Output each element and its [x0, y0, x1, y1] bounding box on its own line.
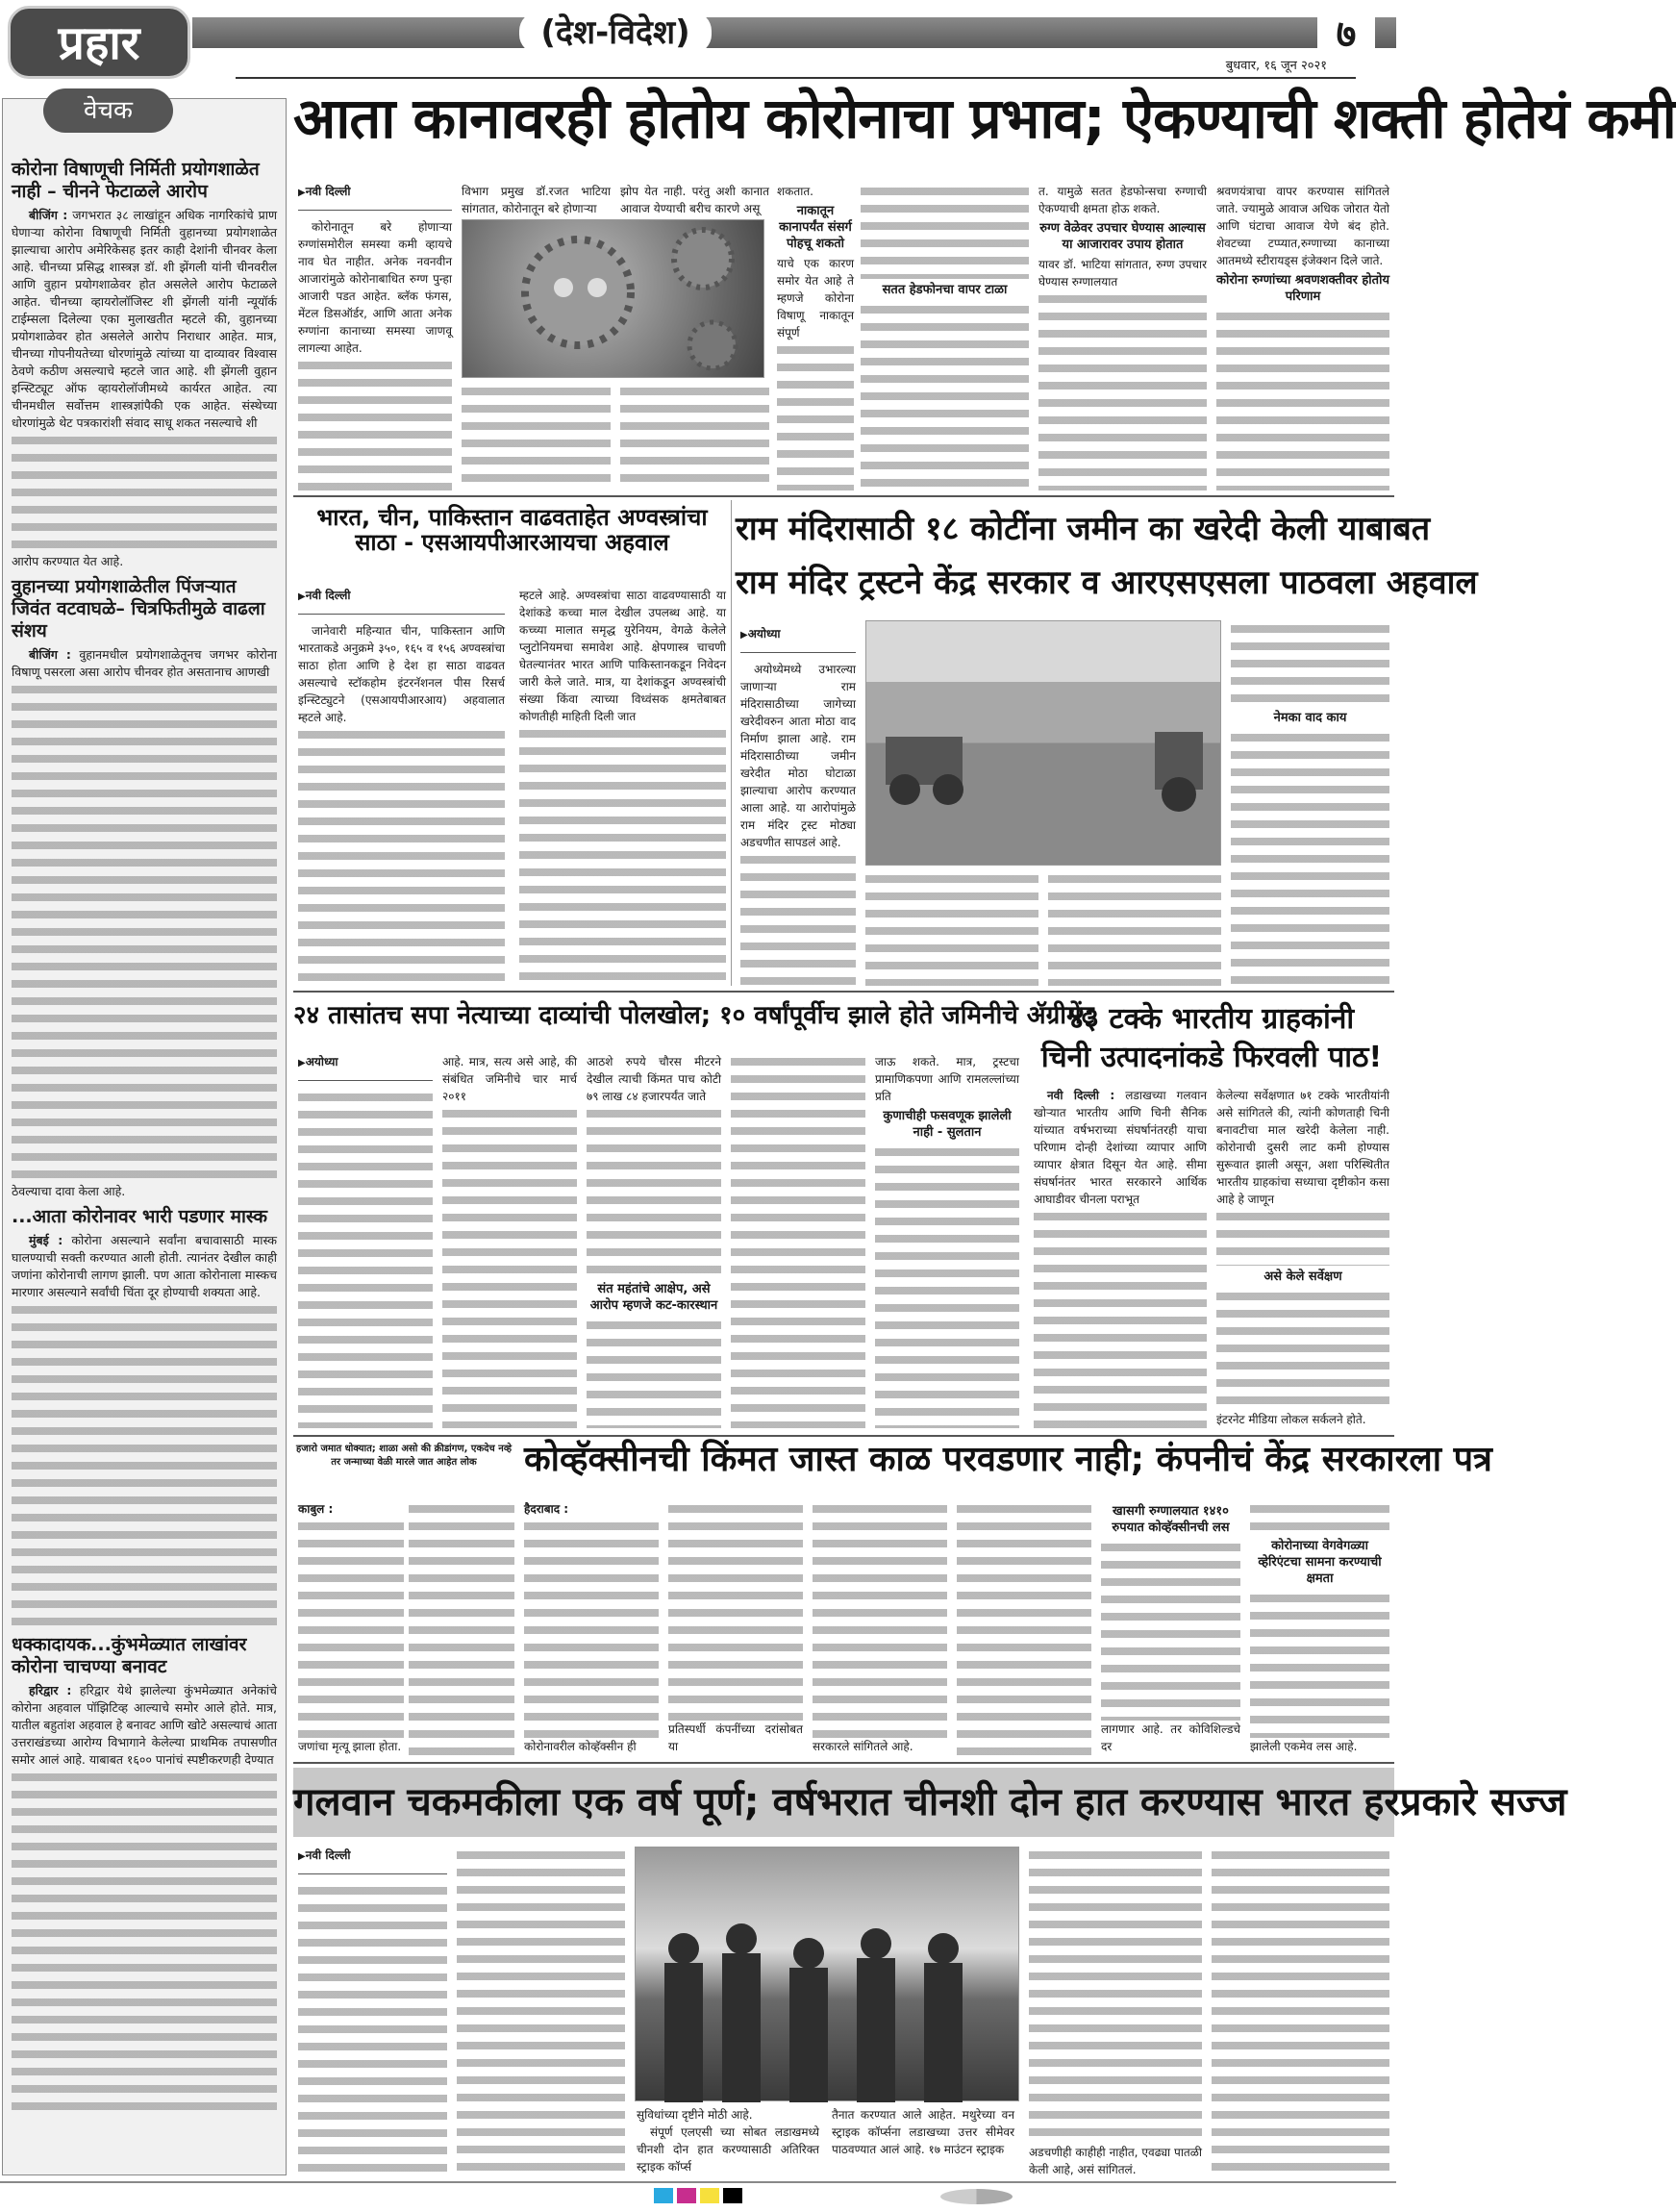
text-block	[1029, 1847, 1202, 2144]
text-block	[740, 851, 856, 986]
text-block	[1212, 1847, 1389, 2178]
headline-line: साठा - एसआयपीआरआयचा अहवाल	[355, 529, 669, 557]
brief-story	[12, 1206, 277, 1628]
lead-column	[620, 183, 769, 217]
text-block	[298, 726, 505, 981]
boycott-headline	[1029, 1000, 1394, 1077]
yellow-swatch	[700, 2188, 719, 2203]
subheading: कुणाचीही फसवणूक झालेली नाही - सुलतान	[883, 1109, 1012, 1140]
text-block	[1216, 1288, 1389, 1411]
brief-text: कोरोना असल्याने सर्वांना बचावासाठी मास्क घालण्याची सक्ती करण्यात आली होती. त्यानंतर देखील काही जणांना कोरोनाची लागण झाली. पण आता कोरोनाला मास्कच मारणार असल्याने सर्वांची चिंता दूर होण्याची शक्यता आहे.	[12, 1233, 277, 1299]
lead-column	[777, 183, 854, 490]
sp-text: जाऊ शकते. मात्र, ट्रस्टचा प्रामाणिकपणा आणि रामलल्लांच्या प्रति	[875, 1055, 1019, 1103]
section-title: (देश-विदेश)	[519, 12, 712, 54]
text-block	[462, 383, 611, 490]
footer-rule	[0, 2181, 1396, 2183]
brief-dateline: मुंबई :	[29, 1233, 63, 1247]
text-block	[668, 1500, 803, 1721]
sp-column	[298, 1053, 433, 1428]
subheading: नेमका वाद काय	[1273, 711, 1347, 725]
covaxin-column	[957, 1500, 1091, 1755]
ram-mandir-column	[740, 625, 856, 986]
text-block	[957, 1500, 1091, 1755]
sidebar-title: वेचक	[43, 88, 173, 133]
masthead-divider	[236, 77, 1356, 79]
subheading: कोरोना रुग्णांच्या श्रवणशक्तीवर होतोय परिणाम	[1216, 273, 1389, 304]
brief-headline: धक्कादायक...कुंभमेळ्यात लाखांवर कोरोना चाचण्या बनावट	[12, 1634, 247, 1677]
subheading: असे केले सर्वेक्षण	[1263, 1269, 1342, 1284]
subheading: कोरोनाच्या वेगवेगळ्या व्हेरिएंटचा सामना करण्याची क्षमता	[1258, 1539, 1382, 1586]
text-block	[1231, 620, 1389, 707]
photo-caption: सुविधांच्या दृष्टीने मोठी आहे.	[637, 2108, 753, 2122]
sp-text: आठशे रुपये चौरस मीटरने देखील त्याची किंमत पाच कोटी ७९ लाख ८४ हजारपर्यंत जाते	[587, 1055, 721, 1103]
text-block	[875, 1144, 1019, 1428]
text-block	[12, 681, 277, 1183]
sp-leader-headline: २४ तासांतच सपा नेत्याच्या दाव्यांची पोलखोल; १० वर्षांपूर्वीच झाले होते जमिनीचे ॲग्रीमेंट	[293, 1001, 1094, 1030]
lead-column	[1038, 183, 1207, 490]
brief-story	[12, 159, 277, 570]
text-block	[1231, 729, 1389, 986]
ram-mandir-column	[1048, 870, 1221, 986]
brief-end: आरोप करण्यात येत आहे.	[12, 554, 124, 568]
sp-text: आहे. मात्र, सत्य असे आहे, की संबंधित जमिनीचे चार मार्च २०११	[442, 1055, 577, 1103]
text-block	[298, 1518, 404, 1738]
subheading: खासगी रुग्णालयात १४१० रुपयात कोव्हॅक्सीनची लस	[1112, 1504, 1230, 1535]
virus-illustration	[463, 220, 765, 379]
covaxin-text: झालेली एकमेव लस आहे.	[1250, 1740, 1358, 1753]
galwan-text: संपूर्ण एलएसी च्या सोबत लडाखमध्ये चीनशी दोन हात करण्यासाठी अतिरिक्त स्ट्राइक कॉर्प्स	[637, 2125, 819, 2174]
kabul-headline: हजारो जमात धोक्यात; शाळा असो की क्रीडांगण, एकदेच नव्हे तर जन्माच्या वेळी मारले जात आहेत लोक	[295, 1444, 513, 1468]
headline-line: राम मंदिरासाठी १८ कोटींना जमीन का खरेदी केली याबाबत	[736, 510, 1431, 548]
masthead-band	[192, 17, 1396, 48]
text-block	[1034, 1208, 1207, 1428]
ram-mandir-headline	[736, 502, 1478, 610]
brief-text: जगभरात ३८ लाखांहून अधिक नागरिकांचे प्राण घेणाऱ्या कोरोना विषाणूची निर्मिती वुहानच्या प्रयोगशाळेत झाल्याचा आरोप अमेरिकेसह इतर काही देशांनी चीनवर केला आहे. चीनच्या प्रसिद्ध शास्त्रज्ञ डॉ. शी झेंगली यांनी चीनवरील आणि वुहान प्रयोगशाळेवर होत असलेले आरोप फेटाळले आहेत. चीनच्या व्हायरोलॉजिस्ट शी झेंगली यांनी न्यूयॉर्क टाईम्सला दिलेल्या एका मुलाखतीत म्हटले की, वुहानच्या प्रयोगशाळेवर होत असलेले आरोप निराधार आहेत. मात्र, चीनच्या गोपनीयतेच्या धोरणांमुळे त्यांच्या या दाव्यावर विश्वास ठेवणे कठीण असल्याचे म्हटले जात आहे. शी झेंगली वुहान इन्स्टिट्यूट ऑफ व्हायरोलॉजीमध्ये कार्यरत आहेत. त्या चीनमधील सर्वोत्तम शास्त्रज्ञांपैकी एक आहेत. संस्थेच्या धोरणांमुळे थेट पत्रकारांशी संवाद साधू शकत नसल्याचे शी	[12, 208, 277, 430]
covaxin-column	[524, 1500, 659, 1755]
covaxin-text: प्रतिस्पर्धी कंपनींच्या दरांसोबत या	[668, 1722, 803, 1753]
text-block	[777, 341, 854, 490]
brief-headline: ...आता कोरोनावर भारी पडणार मास्क	[12, 1206, 267, 1227]
registration-mark	[940, 2189, 1013, 2204]
sp-column	[587, 1053, 721, 1428]
construction-site-photo	[865, 620, 1221, 866]
boycott-text: लडाखच्या गलवान खोऱ्यात भारतीय आणि चिनी सैनिक यांच्यात वर्षभराच्या संघर्षानंतरही याचा परिणाम दोन्ही देशांच्या व्यापार आणि व्यापार क्षेत्रात दिसून येत आहे. सीमा संघर्षानंतर भारत सरकारने आर्थिक आघाडीवर चीनला पराभूत	[1034, 1089, 1207, 1206]
text-block	[620, 383, 769, 490]
nukes-text: म्हटले आहे. अण्वस्त्रांचा साठा वाढवण्यासाठी या देशांकडे कच्चा माल देखील उपलब्ध आहे. या कच्च्या मालात समृद्ध युरेनियम, वेगळे केलेले प्लुटोनियमचा समावेश आहे. क्षेपणास्त्र चाचणी घेतल्यानंतर भारत आणि पाकिस्तानकडून निवेदन जारी केले जाते. मात्र, या देशांकडून अण्वस्त्रांची संख्या किंवा त्याच्या विध्वंसक क्षमतेबाबत कोणतीही माहिती दिली जात	[519, 589, 726, 723]
covaxin-column	[813, 1500, 947, 1755]
ram-mandir-column	[1231, 620, 1389, 986]
lead-column	[462, 183, 611, 217]
lead-column	[462, 383, 611, 490]
headline-line: ४३ टक्के भारतीय ग्राहकांनी	[1068, 1002, 1355, 1036]
text-block	[1038, 290, 1207, 490]
lead-text: श्रवणयंत्राचा वापर करण्यास सांगितले जाते. ज्यामुळे आवाज अधिक जोरात येतो आणि घंटाचा आवाज येणे बंद होते. शेवटच्या टप्प्यात,रुग्णाच्या कानाच्या आतमध्ये स्टीरायड्स इंजेक्शन दिले जाते.	[1216, 185, 1389, 267]
text-block	[1216, 1208, 1389, 1266]
dateline: ▶ अयोध्या	[740, 625, 856, 653]
subheading: सतत हेडफोनचा वापर टाळा	[882, 283, 1008, 297]
column-divider	[731, 500, 732, 986]
sp-column	[442, 1053, 577, 1428]
text-block	[731, 1053, 865, 1428]
boycott-text	[1034, 1087, 1207, 1208]
text-block	[12, 1301, 277, 1628]
subheading: रुग्ण वेळेवर उपचार घेण्यास आल्यास या आजारावर उपाय होतात	[1039, 221, 1206, 252]
subheading: संत महंतांचे आक्षेप, असे आरोप म्हणजे कट-कारस्थान	[589, 1282, 718, 1313]
galwan-headline: गलवान चकमकीला एक वर्ष पूर्ण; वर्षभरात चीनशी दोन हात करण्यास भारत हरप्रकारे सज्ज	[293, 1768, 1394, 1837]
covaxin-column	[1250, 1500, 1389, 1755]
section-divider	[293, 1435, 1394, 1437]
sp-column	[875, 1053, 1019, 1428]
galwan-column	[298, 1847, 447, 2178]
text-block	[298, 1089, 433, 1428]
brief-dateline: बीजिंग :	[29, 208, 68, 222]
newspaper-logo: प्रहार	[8, 6, 190, 79]
boycott-text: इंटरनेट मीडिया लोकल सर्कलने होते.	[1216, 1413, 1366, 1426]
lead-column	[861, 183, 1029, 490]
text-block	[861, 183, 1029, 279]
galwan-column	[1029, 1847, 1202, 2178]
dateline: ▶ नवी दिल्ली	[298, 183, 452, 211]
galwan-text: तैनात करण्यात आले आहेत. मथुरेच्या वन स्ट्राइक कॉर्प्सना लडाखच्या उत्तर सीमेवर पाठवण्यात आलं आहे. १७ माउंटन स्ट्राइक	[832, 2108, 1014, 2156]
bulldozer-illustration	[866, 621, 1222, 867]
text-block	[519, 725, 726, 981]
text-block	[587, 1105, 721, 1278]
sidebar-briefs	[2, 98, 287, 2175]
boycott-column	[1034, 1087, 1207, 1428]
brief-body	[12, 1682, 277, 1769]
text-block	[12, 1769, 277, 2115]
kabul-column	[298, 1500, 404, 1755]
text-block	[1216, 308, 1389, 490]
ram-mandir-text: अयोध्येमध्ये उभारल्या जाणाऱ्या राम मंदिरासाठीच्या जागेच्या खरेदीवरुन आता मोठा वाद निर्माण झाला आहे. राम मंदिरासाठीच्या जमीन खरेदीत मोठा घोटाळा झाल्याचा आरोप करण्यात आला आहे. या आरोपांमुळे राम मंदिर ट्रस्ट मोठ्या अडचणीत सापडलं आहे.	[740, 663, 856, 849]
headline-line: भारत, चीन, पाकिस्तान वाढवताहेत अण्वस्त्रांचा	[316, 504, 708, 531]
boycott-column	[1216, 1087, 1389, 1428]
nukes-column	[298, 587, 505, 981]
text-block	[1101, 1539, 1240, 1721]
galwan-column	[637, 2106, 819, 2183]
text-block	[298, 357, 452, 490]
brief-dateline: हरिद्वार :	[29, 1683, 72, 1697]
section-divider	[293, 495, 1394, 497]
text-block	[457, 1847, 625, 2178]
lead-column	[1216, 183, 1389, 490]
galwan-column	[832, 2106, 1014, 2183]
sp-column	[731, 1053, 865, 1428]
cyan-swatch	[654, 2188, 673, 2203]
brief-dateline: बीजिंग :	[29, 647, 71, 662]
lead-headline: आता कानावरही होतोय कोरोनाचा प्रभाव; ऐकण्याची शक्ती होतेयं कमी	[293, 86, 1676, 151]
text-block	[409, 1500, 514, 1755]
kabul-text: जणांचा मृत्यू झाला होता.	[298, 1740, 402, 1753]
subheading: नाकातून कानापर्यंत संसर्ग पोहचू शकतो	[779, 204, 852, 251]
brief-headline: कोरोना विषाणूची निर्मिती प्रयोगशाळेत नाही – चीनने फेटाळले आरोप	[12, 159, 260, 202]
black-swatch	[723, 2188, 742, 2203]
brief-headline: वुहानच्या प्रयोगशाळेतील पिंजऱ्यात जिवंत वटवाघळे– चित्रफितीमुळे वाढला संशय	[12, 576, 265, 641]
lead-text: याचे एक कारण समोर येत आहे ते म्हणजे कोरोना विषाणू नाकातून संपूर्ण	[777, 257, 854, 339]
brief-end: ठेवल्याचा दावा केला आहे.	[12, 1184, 126, 1198]
galwan-text: अडचणीही काहीही नाहीत, एवढ्या पातळी केली आहे, असं सांगितलं.	[1029, 2146, 1202, 2176]
text-block	[298, 1882, 447, 2178]
brief-text: वुहानमधील प्रयोगशाळेतूनच जगभर कोरोना विषाणू पसरला असा आरोप चीनवर होत असतानाच आणखी	[12, 647, 277, 679]
text-block	[1250, 1500, 1389, 1535]
issue-date: बुधवार, १६ जून २०२१	[1225, 59, 1327, 73]
brief-body	[12, 207, 277, 432]
text-block	[861, 301, 1029, 490]
kabul-column	[409, 1500, 514, 1755]
text-block	[1250, 1590, 1389, 1738]
page-number: ७	[1317, 12, 1375, 58]
headline-line: राम मंदिर ट्रस्टने केंद्र सरकार व आरएसएसला पाठवला अहवाल	[736, 564, 1478, 602]
dateline: ▶ अयोध्या	[298, 1053, 433, 1081]
covaxin-text: सरकारले सांगितले आहे.	[813, 1740, 913, 1753]
coronavirus-photo	[462, 219, 764, 378]
brief-story	[12, 1634, 277, 2115]
lead-text: विभाग प्रमुख डॉ.रजत भाटिया सांगतात, कोरोनातून बरे होणाऱ्या	[462, 185, 611, 215]
lead-column	[620, 383, 769, 490]
magenta-swatch	[677, 2188, 696, 2203]
text-block	[1048, 870, 1221, 986]
nukes-headline	[293, 505, 731, 556]
text-block	[587, 1317, 721, 1428]
headline-line: चिनी उत्पादनांकडे फिरवली पाठ!	[1040, 1041, 1383, 1074]
dateline: काबुल :	[298, 1502, 334, 1516]
lead-column	[298, 183, 452, 490]
soldiers-illustration	[636, 1848, 1020, 2102]
brief-body	[12, 1232, 277, 1301]
brief-body	[12, 646, 277, 681]
boycott-text: केलेल्या सर्वेक्षणात ७१ टक्के भारतीयांनी असे सांगितले की, त्यांनी कोणताही चिनी बनावटीचा माल खरेदी केलेला नाही. कोरोनाची दुसरी लाट कमी होण्यास सुरूवात झाली असून, अशा परिस्थितीत भारतीय ग्राहकांचा सध्याचा दृष्टीकोन कसा आहे हे जाणून	[1216, 1089, 1389, 1206]
dateline: ▶ नवी दिल्ली	[298, 1847, 447, 1874]
lead-text: त. यामुळे सतत हेडफोन्सचा रुग्णाची ऐकण्याची क्षमता होऊ शकते.	[1038, 185, 1207, 215]
text-block	[865, 870, 1038, 986]
covaxin-column	[668, 1500, 803, 1755]
lead-text: झोप येत नाही. परंतु अशी कानात आवाज येण्याची बरीच कारणे असू	[620, 185, 769, 215]
ram-mandir-column	[865, 870, 1038, 986]
galwan-column	[457, 1847, 625, 2178]
lead-text: यावर डॉ. भाटिया सांगतात, रुग्ण उपचार घेण्यास रुग्णालयात	[1038, 258, 1207, 289]
nukes-text: जानेवारी महिन्यात चीन, पाकिस्तान आणि भारताकडे अनुक्रमे ३५०, १६५ व १५६ अण्वस्त्रांचा साठा होता आणि हे देश हा साठा वाढवत असल्याचे स्टॉकहोम इंटरनॅशनल पीस रिसर्च इन्स्टिट्युटने (एसआयपीआरआय) अहवालात म्हटले आहे.	[298, 624, 505, 724]
covaxin-headline: कोव्हॅक्सीनची किंमत जास्त काळ परवडणार नाही; कंपनीचं केंद्र सरकारला पत्र	[524, 1440, 1492, 1479]
brief-story	[12, 576, 277, 1200]
lead-text: कोरोनातून बरे होणाऱ्या रुग्णांसमोरील समस्या कमी व्हायचे नाव घेत नाहीत. अनेक नवनवीन आजारांमुळे कोरोनाबाधित रुग्ण पुन्हा आजारी पडत आहेत. ब्लॅक फंगस, मेंटल डिसऑर्डर, आणि आता अनेक रुग्णांना कानाच्या समस्या जाणवू लागल्या आहेत.	[298, 220, 452, 355]
nukes-column	[519, 587, 726, 981]
text-block	[12, 432, 277, 553]
section-divider	[293, 991, 1394, 993]
dateline: ▶ नवी दिल्ली	[298, 587, 505, 615]
covaxin-text: लागणार आहे. तर कोविशिल्डचे दर	[1101, 1722, 1240, 1753]
dateline: नवी दिल्ली :	[1047, 1089, 1115, 1102]
covaxin-column	[1101, 1500, 1240, 1755]
section-divider	[293, 1762, 1394, 1764]
galwan-column	[1212, 1847, 1389, 2178]
lead-text: शकतात.	[777, 185, 813, 198]
text-block	[813, 1500, 947, 1738]
dateline: हैदराबाद :	[524, 1502, 569, 1516]
text-block	[524, 1518, 659, 1738]
brief-text: हरिद्वार येथे झालेल्या कुंभमेळ्यात अनेकांचे कोरोना अहवाल पॉझिटिव्ह आल्याचे समोर आले होते. मात्र, यातील बहुतांश अहवाल हे बनावट आणि खोटे असल्याचं आता उत्तराखंडच्या आरोग्य विभागाने केलेल्या प्राथमिक तपासणीत समोर आलं आहे. याबाबत १६०० पानांचं स्पष्टीकरणही देण्यात	[12, 1683, 277, 1767]
soldiers-photo	[635, 1847, 1019, 2101]
text-block	[442, 1105, 577, 1428]
covaxin-text: कोरोनावरील कोव्हॅक्सीन ही	[524, 1740, 637, 1753]
